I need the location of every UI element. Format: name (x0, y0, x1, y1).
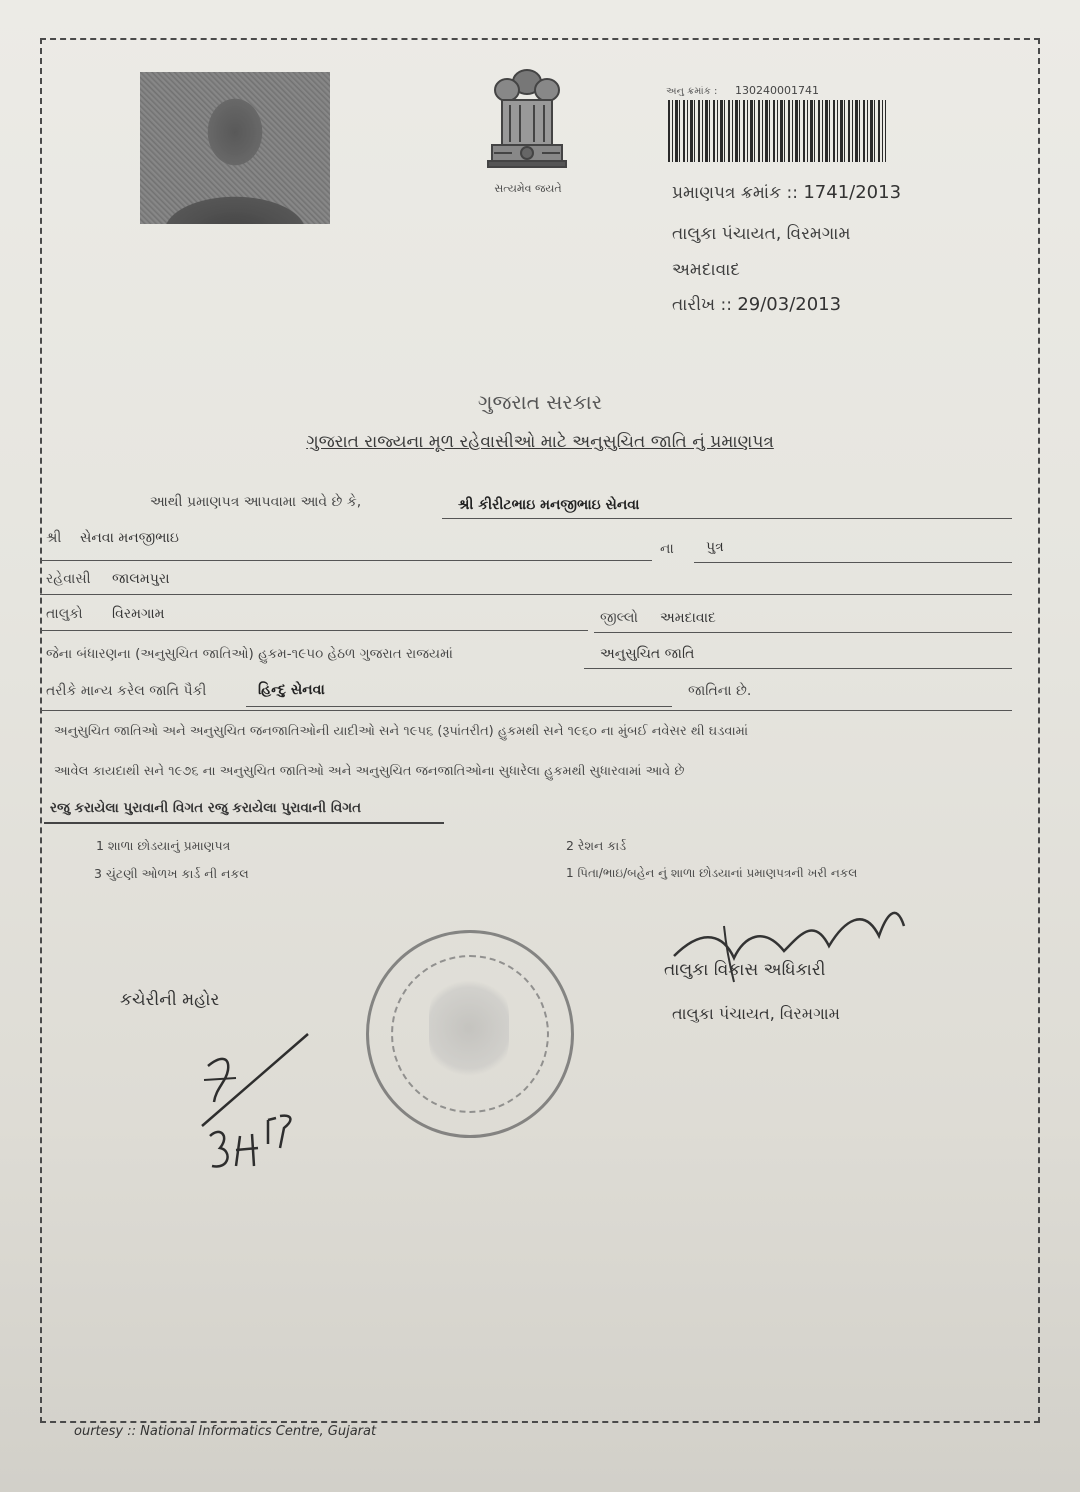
issue-date: 29/03/2013 (737, 294, 842, 315)
evidence-item-4: 1 પિતા/ભાઇ/બહેન નું શાળા છોડયાનાં પ્રમાણપત્રની ખરી નકલ (566, 866, 858, 880)
father-name-underline (40, 560, 652, 561)
recognized-label: તરીકે માન્ય કરેલ જાતિ પૈકી (46, 683, 207, 699)
footer-courtesy: ourtesy :: National Informatics Centre, Gujarat (74, 1424, 377, 1439)
office-seal (366, 930, 574, 1138)
issue-date-row (672, 294, 841, 315)
signatory-office: તાલુકા પંચાયત, વિરમગામ (672, 1004, 840, 1023)
amendment-line-2: આવેલ કાયદાથી સને ૧૯૭૬ ના અનુસુચિત જાતિઓ અને અનુસુચિત જનજાતિઓના સુધારેલા હુકમથી સુધારવામાં આવે છે (54, 764, 685, 779)
holder-name-underline (442, 518, 1012, 519)
resident-underline (40, 594, 1012, 595)
section-divider (40, 710, 1012, 711)
issue-date-label: તારીખ :: (672, 295, 732, 315)
signatory-designation: તાલુકા વિકાસ અધિકારી (664, 960, 826, 980)
serial-number: 130240001741 (735, 84, 819, 97)
father-prefix: શ્રી (46, 530, 62, 546)
certificate-title: ગુજરાત રાજ્યના મૂળ રહેવાસીઓ માટે અનુસુચિત જાતિ નું પ્રમાણપત્ર (306, 432, 774, 452)
issuing-office: તાલુકા પંચાયત, વિરમગામ (672, 224, 851, 244)
emblem-motto: સત્યમેવ જયતે (494, 182, 562, 195)
evidence-item-3: 3 ચુંટણી ઓળખ કાર્ડ ની નકલ (94, 866, 249, 881)
certificate-number: 1741/2013 (803, 182, 902, 203)
caste-underline (246, 706, 672, 707)
holder-name: શ્રી કીરીટભાઇ મનજીભાઇ સેનવા (458, 497, 640, 513)
taluka-label: તાલુકો (46, 606, 83, 622)
resident-label: રહેવાસી (46, 571, 91, 587)
office-seal-label: કચેરીની મહોર (120, 990, 220, 1010)
certificate-number-label: પ્રમાણપત્ર ક્રમાંક :: (672, 183, 798, 203)
order-text: જેના બંધારણના (અનુસુચિત જાતિઓ) હુકમ-૧૯૫૦ હેઠળ ગુજરાત રાજયમાં (46, 646, 453, 662)
intro-text: આથી પ્રમાણપત્ર આપવામા આવે છે કે, (150, 494, 362, 510)
amendment-line-1: અનુસુચિત જાતિઓ અને અનુસુચિત જનજાતિઓની યાદીઓ સને ૧૯૫૬ (રૂપાંતરીત) હુકમથી સને ૧૯૬૦ ના મુંબઈ નવેસર થી ઘડવામાં (54, 724, 749, 739)
relation-label: ના (660, 541, 674, 557)
category-underline (584, 668, 1012, 669)
barcode (668, 100, 886, 162)
evidence-item-1: 1 શાળા છોડયાનું પ્રમાણપત્ર (96, 838, 231, 853)
taluka-value: વિરમગામ (112, 606, 165, 622)
national-emblem-icon (472, 60, 582, 180)
evidence-heading: રજુ કરાયેલા પુરાવાની વિગત રજુ કરાયેલા પુરાવાની વિગત (50, 800, 362, 816)
relation-underline (694, 562, 1012, 563)
serial-label: અનુ ક્રમાંક : (666, 86, 718, 97)
handwritten-note (180, 1016, 320, 1186)
district-label: જીલ્લો (600, 610, 638, 626)
resident-value: જાલમપુરા (112, 571, 170, 587)
government-title: ગુજરાત સરકાર (477, 390, 603, 414)
category-value: અનુસુચિત જાતિ (600, 646, 695, 662)
applicant-photo (140, 72, 330, 224)
district-value: અમદાવાદ (660, 610, 716, 626)
certificate-number-row (672, 182, 901, 203)
district-underline (594, 632, 1012, 633)
taluka-underline (40, 630, 588, 631)
caste-value: હિન્દુ સેનવા (258, 682, 325, 698)
father-name: સેનવા મનજીભાઇ (80, 530, 179, 546)
evidence-item-2: 2 રેશન કાર્ડ (566, 838, 627, 853)
issuing-district: અમદાવાદ (672, 260, 740, 280)
evidence-heading-underline (44, 822, 444, 824)
caste-suffix: જાતિના છે. (688, 683, 752, 699)
relation-value: પુત્ર (706, 539, 724, 555)
